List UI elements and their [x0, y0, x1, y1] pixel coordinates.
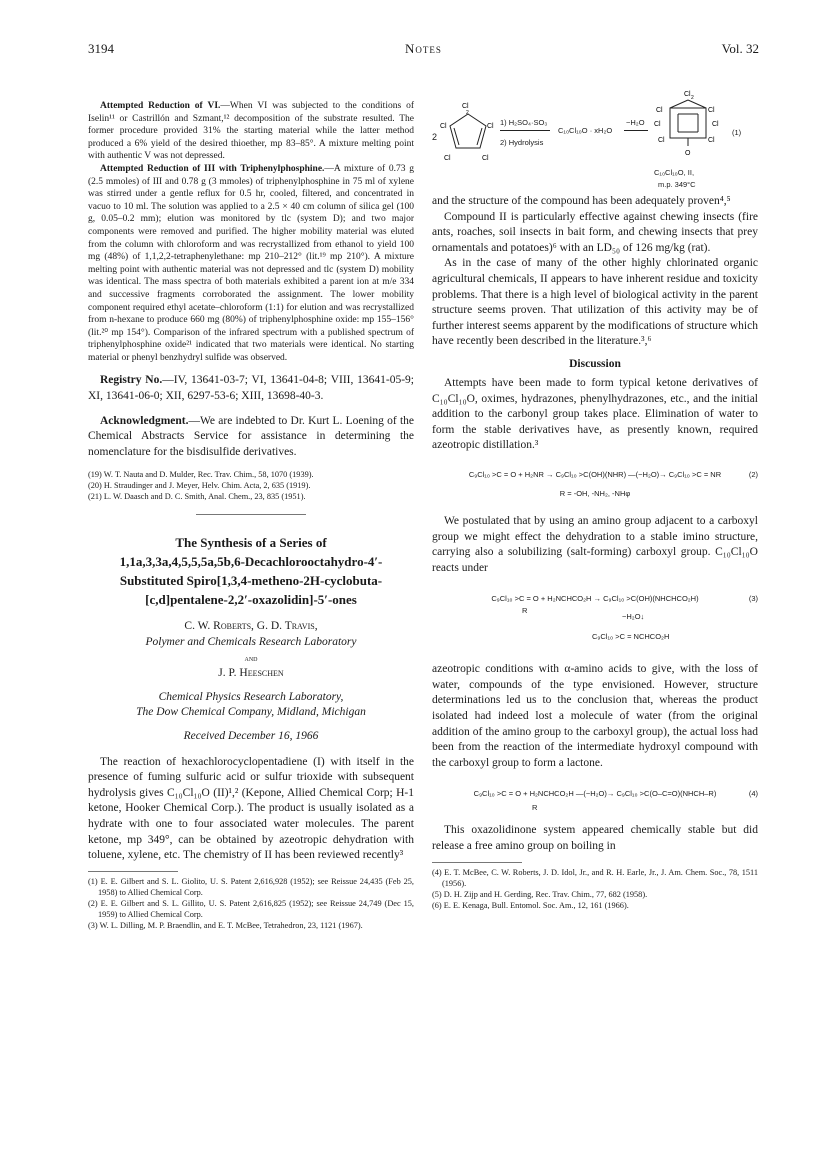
svg-text:O: O — [685, 150, 691, 157]
run-in-heading: Attempted Reduction of III with Triphenylphosphine. — [100, 163, 325, 174]
reference-item: (21) L. W. Daasch and D. C. Smith, Anal. Chem., 23, 835 (1951). — [88, 492, 306, 502]
svg-text:Cl: Cl — [708, 107, 715, 114]
footnote-item: (6) E. E. Kenaga, Bull. Entomol. Soc. Am., 12, 161 (1966). — [432, 900, 629, 910]
svg-text:Cl: Cl — [656, 107, 663, 114]
svg-text:Cl: Cl — [444, 155, 451, 162]
paragraph-text: —When VI was subjected to the conditions of Iselin¹¹ or Castrillón and Szmant,¹² decomposition of the substrate resulted. The former procedure provided 31% the starting material while the latter method produced a 6% yield of the desired thioether, mp 83–85°. A mixture melting point with authentic V was not depressed. — [88, 101, 414, 162]
authors-line-2: J. P. Heeschen — [218, 667, 284, 680]
svg-text:Cl: Cl — [440, 123, 447, 130]
volume-label: Vol. 32 — [721, 41, 759, 56]
svg-text:Cl: Cl — [712, 121, 719, 128]
footnote-item: (2) E. E. Gilbert and S. L. Gillito, U. S. Patent 2,616,825 (1952); see Reissue 24,749 (Dec 15, 1959) to Allied Chemical Corp. — [88, 898, 414, 919]
equation-step: −H₂O↓ — [622, 612, 645, 622]
affiliation-1: Polymer and Chemicals Research Laboratory — [145, 636, 357, 649]
kepone-cage-structure — [650, 88, 728, 162]
reaction-arrow — [624, 130, 648, 131]
footnote-divider — [88, 871, 178, 872]
paragraph-reduction-vi — [88, 100, 414, 163]
svg-text:Cl: Cl — [654, 121, 661, 128]
svg-text:2: 2 — [466, 110, 469, 116]
equation-text: C₉Cl₁₀ >C = O + H₂NR → C₉Cl₁₀ >C(OH)(NHR) —(−H₂O)→ C₉Cl₁₀ >C = NR — [468, 469, 722, 479]
title-line: Substituted Spiro[1,3,4-metheno-2H-cyclobuta- — [119, 573, 383, 589]
footnote-item: (3) W. L. Dilling, M. P. Braendlin, and E. T. McBee, Tetrahedron, 23, 1121 (1967). — [88, 920, 363, 930]
paragraph: Compound II is particularly effective against chewing insects (fire ants, roaches, soil insects in bait form, and chewing insects that prey ornamentals and potatoes)⁶ with an LD₅₀ of 126 mg/kg (rat). — [432, 210, 758, 254]
paragraph-text: —IV, 13641-03-7; VI, 13641-04-8; VIII, 13641-05-9; XI, 13641-06-0; XII, 6297-53-6; XIII, 13698-40-3. — [88, 374, 414, 403]
paragraph: azeotropic conditions with α-amino acids to give, with the loss of water, compounds of the type envisioned. However, structure determinations led us to the conclusion that, whereas the product isolated had indeed lost a molecule of water (from the original addition of the amino group to the carboxyl group), the actual loss had been from the reaction of the intermediate hydroxyl compound with the carboxyl group to form a lactone. — [432, 663, 758, 769]
paragraph: As in the case of many of the other highly chlorinated organic agricultural chemicals, II appears to have inherent residue and toxicity problems. That there is a high level of biological activity in the parent structure seems proven. That utilization of this activity may be of further interest seems apparent by the modifications of structure which have recently been described in the literature.³,⁶ — [432, 257, 758, 348]
acknowledgment — [88, 414, 414, 461]
eq-arrow-label: −H₂O — [626, 118, 645, 127]
paragraph: We postulated that by using an amino group adjacent to a carboxyl group we might effect the dehydration to a stable imino structure, carrying also a solubilizing (salt-forming) carboxyl group. C₁₀Cl₁₀O reacts under — [432, 514, 758, 574]
run-in-heading: Acknowledgment. — [100, 414, 189, 427]
equation-r-group: R — [532, 803, 538, 813]
article-title — [88, 533, 414, 609]
left-column — [88, 100, 414, 931]
paragraph: and the structure of the compound has been adequately proven⁴,⁵ — [432, 195, 731, 207]
svg-text:Cl: Cl — [658, 137, 665, 144]
footnote-item: (1) E. E. Gilbert and S. L. Giolito, U. S. Patent 2,616,928 (1952); see Reissue 24,435 (Feb 25, 1958) to Allied Chemical Corp. — [88, 876, 414, 897]
equation-text: C₉Cl₁₀ >C = O + H₂NCHCO₂H —(−H₂O)→ C₉Cl₁₀ >C(O–C=O)(NHCH–R) — [473, 789, 717, 799]
registry-numbers — [88, 373, 414, 404]
svg-text:Cl: Cl — [708, 137, 715, 144]
footnote-item: (5) D. H. Zijp and H. Gerding, Rec. Trav. Chim., 77, 682 (1958). — [432, 889, 648, 899]
section-heading-discussion: Discussion — [569, 357, 621, 370]
authors-line-1: C. W. Roberts, G. D. Travis, — [184, 620, 318, 633]
paragraph-text: —We are indebted to Dr. Kurt L. Loening of the Chemical Abstracts Service for assistance in determining the nomenclature for the bisdisulfide derivatives. — [88, 414, 414, 458]
svg-text:2: 2 — [691, 95, 694, 101]
footnote-divider — [432, 862, 522, 863]
references-list — [88, 469, 414, 502]
title-line: 1,1a,3,3a,4,5,5,5a,5b,6-Decachlorooctahydro-4′- — [119, 554, 383, 570]
title-line: The Synthesis of a Series of — [175, 535, 327, 551]
svg-text:Cl: Cl — [482, 155, 489, 162]
section-title: Notes — [405, 41, 442, 56]
reaction-arrow — [500, 130, 550, 131]
page-header — [88, 41, 759, 59]
svg-text:Cl: Cl — [684, 91, 691, 98]
equation-4 — [432, 777, 758, 817]
run-in-heading: Attempted Reduction of VI. — [100, 101, 221, 111]
equation-1 — [432, 88, 758, 238]
eq-coefficient: 2 — [432, 132, 438, 142]
eq-condition: 1) H₂SO₄·SO₃ — [500, 118, 548, 127]
paragraph-text: —A mixture of 0.73 g (2.5 mmoles) of III and 0.78 g (3 mmoles) of triphenylphosphine in 75 ml of xylene was stirred under a gentle reflux for 0.5 hr, cooled, filtered, and concentrated in vacuo to 10 ml. The solution was applied to a 2.5 × 40 cm column of silica gel (100 g, 0.05–0.2 mm); elution was monitored by tlc (system D); and two major components were removed and purified. The higher mobility material was eluted from the column with chloroform and was recrystallized from ethanol to yield 100 mg (48%) of 1,1,2,2-tetraphenylethane: mp 210–212° (lit.¹⁹ mp 210°). A mixture melting point with authentic material was not depressed and tlc (system D) mobility was identical. The mass spectra of both materials exhibited a parent ion at m/e 334 and successive fragments corroborated the assignment. The lower mobility component required ethyl acetate–chloroform (1:1) for elution and was recrystallized from n-hexane to produce 660 mg (80%) of triphenylphosphine oxide: mp 155–156° (lit.²⁰ mp 154°). Comparison of the infrared spectrum with a published spectrum of triphenylphosphine oxide²¹ indicated that two materials were identical. No starting material or phenyl benzhydryl sulfide was observed. — [88, 163, 414, 363]
melting-point: m.p. 349°C — [658, 180, 696, 189]
affiliation-2b: The Dow Chemical Company, Midland, Michigan — [136, 706, 366, 719]
equation-number: (3) — [748, 594, 758, 604]
intro-paragraph: The reaction of hexachlorocyclopentadiene (I) with itself in the presence of fuming sulfuric acid or sulfur trioxide with subsequent hydrolysis gives C₁₀Cl₁₀O (II)¹,² (Kepone, Allied Chemical Corp; H-1 ketone, Hooker Chemical Corp.). The product is usually isolated as a hydrate with one to four associated water molecules. The parent ketone, mp 349°, can be obtained by azeotropic dehydration with toluene, xylene, etc. The chemistry of II has been reviewed recently³ — [88, 755, 414, 862]
title-line: [c,d]pentalene-2,2′-oxazolidin]-5′-ones — [145, 592, 357, 608]
equation-text: C₉Cl₁₀ >C = O + H₂NCHCO₂H → C₉Cl₁₀ >C(OH)(NHCHCO₂H) — [491, 594, 699, 604]
affiliation-2a: Chemical Physics Research Laboratory, — [158, 690, 344, 703]
reference-item: (19) W. T. Nauta and D. Mulder, Rec. Trav. Chim., 58, 1070 (1939). — [88, 470, 314, 480]
equation-2 — [432, 460, 758, 506]
page-number: 3194 — [88, 41, 114, 56]
equation-r-group: R — [522, 606, 528, 616]
paragraph-reduction-iii — [88, 163, 414, 365]
svg-text:Cl: Cl — [487, 123, 494, 130]
reference-item: (20) H. Straudinger and J. Meyer, Helv. Chim. Acta, 2, 635 (1919). — [88, 481, 311, 491]
run-in-heading: Registry No. — [100, 374, 163, 387]
paragraph: This oxazolidinone system appeared chemically stable but did release a free amino group on boiling in — [432, 824, 758, 853]
equation-number: (2) — [748, 469, 758, 479]
received-date: Received December 16, 1966 — [183, 730, 319, 742]
and-label: and — [244, 652, 258, 663]
equation-number: (1) — [732, 128, 742, 137]
paragraph: Attempts have been made to form typical ketone derivatives of C₁₀Cl₁₀O, oximes, hydrazones, phenylhydrazones, etc., and the initial addition to the carbonyl group takes place. Elimination of water to form the stable derivatives have, as presently known, required azeotropic distillation.³ — [432, 376, 758, 452]
equation-substituents: R = -OH, -NH₂, -NHφ — [559, 488, 631, 498]
equation-text: C₉Cl₁₀ >C = NCHCO₂H — [592, 632, 670, 642]
compound-label: C₁₀Cl₁₀O, II, — [654, 168, 695, 177]
svg-text:Cl: Cl — [462, 103, 469, 110]
footnote-item: (4) E. T. McBee, C. W. Roberts, J. D. Idol, Jr., and R. H. Earle, Jr., J. Am. Chem. Soc., 78, 1511 (1956). — [432, 867, 758, 888]
eq-intermediate: C₁₀Cl₁₀O · xH₂O — [558, 126, 613, 135]
eq-condition: 2) Hydrolysis — [500, 138, 544, 147]
equation-3 — [432, 582, 758, 656]
hexachlorocyclopentadiene-structure — [440, 100, 500, 166]
equation-number: (4) — [748, 789, 758, 799]
right-column — [432, 88, 758, 911]
divider — [196, 514, 306, 515]
